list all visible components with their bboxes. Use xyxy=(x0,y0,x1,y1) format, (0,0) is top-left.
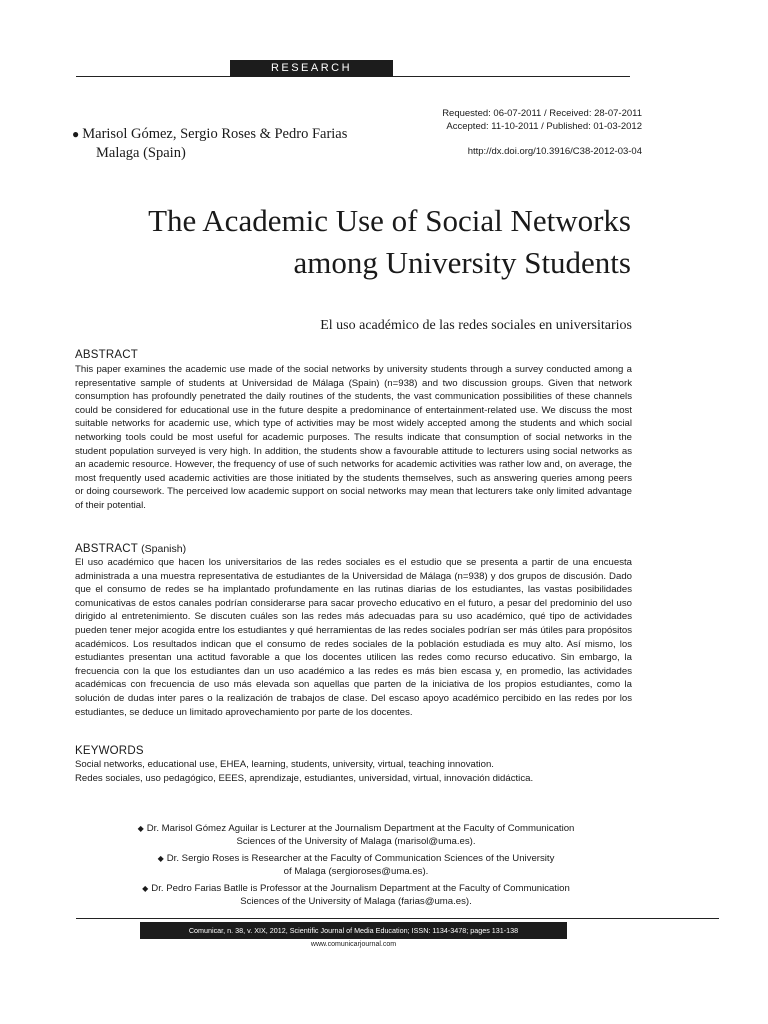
paper-title xyxy=(71,200,631,284)
author-note-line-1: Dr. Sergio Roses is Researcher at the Faculty of Communication Sciences of the University xyxy=(166,853,555,864)
keywords-english: Social networks, educational use, EHEA, learning, students, university, virtual, teaching innovation. xyxy=(75,759,494,770)
author-note xyxy=(100,852,612,878)
author-note xyxy=(100,882,612,908)
abstract-heading: ABSTRACT xyxy=(75,349,138,361)
bottom-rule xyxy=(76,918,719,919)
abstract-text: This paper examines the academic use made of the social networks by university students through a survey conducted among a representative sample of students at Universidad de Málaga (Spain) (n=938) and two discussion groups. Given that network consumption has profoundly penetrated the daily routines of the students, the vast communication possibilities of these channels could be considered for educational use in the future despite a predominance of entertainment-related use. We discuss the most suitable networks for academic use, which type of activities may be most widely accepted among the students and which social networking tools could be most useful for academic purposes. The results indicate that consumption of social networks in the student population surveyed is very high. In addition, the students show a favourable attitude to lecturers using social networks as an academic resource. However, the frequency of use of such networks for academic activities was rather low and, on average, the most frequently used academic activities are those initiated by the students themselves, such as answering queries among peers or doing coursework. The perceived low academic support on social networks may mean that lecturers take only limited advantage of their potential. xyxy=(75,364,632,511)
diamond-bullet-icon: ◆ xyxy=(142,884,149,893)
title-line-1: The Academic Use of Social Networks xyxy=(148,203,631,238)
bullet-icon: ● xyxy=(72,127,80,141)
paper-subtitle: El uso académico de las redes sociales en universitarios xyxy=(320,318,632,333)
author-note-line-2: Sciences of the University of Malaga (marisol@uma.es). xyxy=(236,836,476,847)
author-note-line-1: Dr. Marisol Gómez Aguilar is Lecturer at the Journalism Department at the Faculty of Communication xyxy=(146,823,575,834)
author-note-line-2: of Malaga (sergioroses@uma.es). xyxy=(283,866,429,877)
dates-line-1: Requested: 06-07-2011 / Received: 28-07-2011 xyxy=(442,108,642,119)
abstract-spanish-heading xyxy=(75,543,186,555)
abstract-spanish-text: El uso académico que hacen los universitarios de las redes sociales es el estudio que se presenta a partir de una encuesta administrada a una muestra representativa de estudiantes de la Universidad de Málaga (n=938) y dos grupos de discusión. Dado que el consumo de redes se ha implantado profundamente en las rutinas diarias de los estudiantes, las vastas posibilidades comunicativas de estos canales podrían considerarse para sacar provecho educativo en el futuro, a pesar del predominio del uso dirigido al entretenimiento. Se discuten cuáles son las redes más adecuadas para su uso académico, qué tipo de actividades pueden tener mejor acogida entre los estudiantes y qué herramientas de las redes sociales podrían ser más útiles para propósitos académicos. Los resultados indican que el consumo de redes sociales de la población estudiada es muy alto. Así mismo, los estudiantes presentan una actitud favorable a que los docentes utilicen las redes como recurso educativo. Sin embargo, la frecuencia con la que los estudiantes dan un uso académico a las redes es más bien escasa y, en promedio, las actividades académicas con frecuencia de uso más elevada son aquellas que parten de la iniciativa de los propios estudiantes, como la solución de dudas inter pares o la realización de trabajos de clase. Del escaso apoyo académico percibido en las redes por los estudiantes, se deduce un limitado aprovechamiento por parte de los docentes. xyxy=(75,557,632,718)
dates-line-2: Accepted: 11-10-2011 / Published: 01-03-2012 xyxy=(446,121,642,132)
author-affiliation: Malaga (Spain) xyxy=(96,145,186,161)
author-note-line-1: Dr. Pedro Farias Batlle is Professor at the Journalism Department at the Faculty of Communication xyxy=(151,883,570,894)
footer-citation: Comunicar, n. 38, v. XIX, 2012, Scientific Journal of Media Education; ISSN: 1134-3478; pages 131-138 xyxy=(140,922,567,939)
abstract-spanish-heading-label: ABSTRACT xyxy=(75,543,138,555)
author-note-line-2: Sciences of the University of Malaga (farias@uma.es). xyxy=(240,896,472,907)
diamond-bullet-icon: ◆ xyxy=(137,824,144,833)
abstract-spanish-heading-sub: (Spanish) xyxy=(141,543,187,555)
keywords-heading: KEYWORDS xyxy=(75,745,144,757)
author-line xyxy=(72,124,347,145)
author-names: Marisol Gómez, Sergio Roses & Pedro Farias xyxy=(82,126,348,142)
section-banner: RESEARCH xyxy=(230,60,393,77)
diamond-bullet-icon: ◆ xyxy=(157,854,164,863)
keywords-spanish: Redes sociales, uso pedagógico, EEES, aprendizaje, estudiantes, universidad, virtual, innovación didáctica. xyxy=(75,773,534,784)
author-note xyxy=(100,822,612,848)
doi-link[interactable]: http://dx.doi.org/10.3916/C38-2012-03-04 xyxy=(467,146,642,157)
footer-url-link[interactable]: www.comunicarjournal.com xyxy=(310,941,397,948)
title-line-2: among University Students xyxy=(293,245,631,280)
